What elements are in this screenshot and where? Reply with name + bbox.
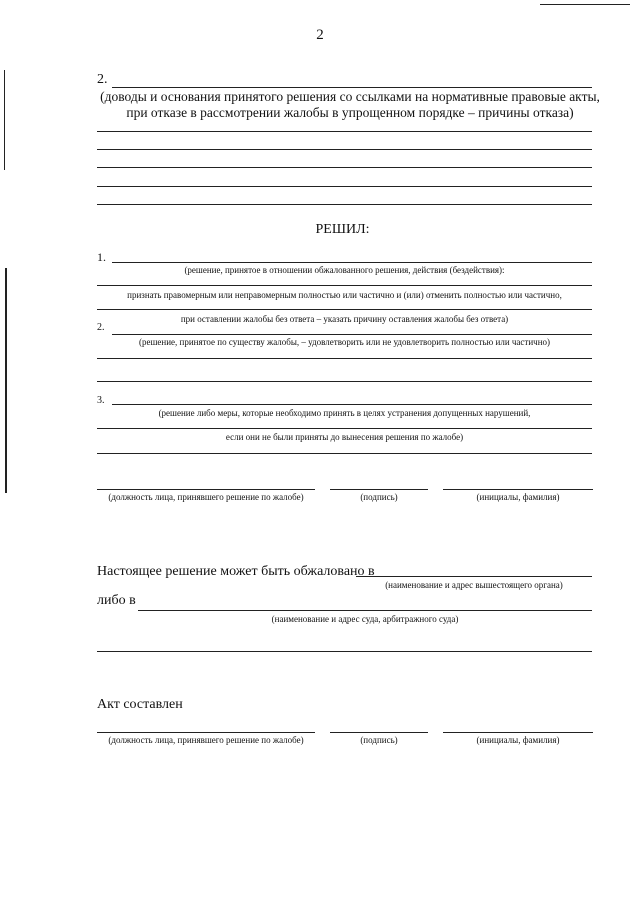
- item1-caption-1: (решение, принятое в отношении обжалованного решения, действия (бездействия):: [184, 265, 505, 275]
- section2-number: 2.: [97, 72, 108, 87]
- section2-line-2: [97, 149, 592, 150]
- sig1-name-line: [443, 489, 593, 490]
- item3-line-2: [97, 453, 592, 454]
- appeal-or-text: либо в: [97, 593, 136, 608]
- scan-mark-bottom: [5, 268, 7, 493]
- appeal-caption-1: (наименование и адрес вышестоящего органа): [385, 580, 563, 590]
- item1-caption-2: признать правомерным или неправомерным полностью или частично и (или) отменить полностью или частично,: [127, 290, 562, 300]
- appeal-line-2: [138, 610, 592, 611]
- section2-line-5: [97, 204, 592, 205]
- item1-number: 1.: [97, 250, 106, 264]
- appeal-text: Настоящее решение может быть обжаловано в: [97, 564, 375, 579]
- sig2-position-line: [97, 732, 315, 733]
- sig1-sign-caption: (подпись): [360, 492, 398, 502]
- scan-mark-top: [4, 70, 5, 170]
- item2-fill-line: [112, 334, 592, 335]
- item3-caption-2: если они не были приняты до вынесения решения по жалобе): [225, 432, 464, 442]
- appeal-caption-2: (наименование и адрес суда, арбитражного суда): [271, 614, 459, 624]
- page-number: 2: [316, 27, 324, 43]
- scan-mark-corner: [540, 4, 630, 5]
- item2-number: 2.: [97, 322, 105, 333]
- appeal-line-3: [97, 651, 592, 652]
- item3-fill-line: [112, 404, 592, 405]
- item1-line-1: [97, 285, 592, 286]
- sig1-position-caption: (должность лица, принявшего решение по жалобе): [108, 492, 304, 502]
- item2-line-2: [97, 381, 592, 382]
- item3-number: 3.: [97, 395, 105, 406]
- section2-line-1: [97, 131, 592, 132]
- sig2-position-caption: (должность лица, принявшего решение по жалобе): [108, 735, 304, 745]
- appeal-line-1: [356, 576, 592, 577]
- sig2-name-caption: (инициалы, фамилия): [476, 735, 560, 745]
- item2-line-1: [97, 358, 592, 359]
- item3-caption-1: (решение либо меры, которые необходимо принять в целях устранения допущенных нарушений,: [158, 408, 531, 418]
- sig1-name-caption: (инициалы, фамилия): [476, 492, 560, 502]
- decision-heading: РЕШИЛ:: [315, 222, 370, 237]
- act-text: Акт составлен: [97, 697, 183, 712]
- sig1-sign-line: [330, 489, 428, 490]
- sig2-sign-line: [330, 732, 428, 733]
- section2-line-3: [97, 167, 592, 168]
- sig1-position-line: [97, 489, 315, 490]
- section2-fill-line: [112, 87, 592, 88]
- sig2-name-line: [443, 732, 593, 733]
- item2-caption-1: (решение, принятое по существу жалобы, – удовлетворить или не удовлетворить полностью или частично): [138, 337, 551, 347]
- section2-caption-1: (доводы и основания принятого решения со ссылками на нормативные правовые акты,: [100, 89, 600, 104]
- section2-caption-2: при отказе в рассмотрении жалобы в упрощенном порядке – причины отказа): [126, 105, 574, 120]
- section2-line-4: [97, 186, 592, 187]
- item3-line-1: [97, 428, 592, 429]
- sig2-sign-caption: (подпись): [360, 735, 398, 745]
- item1-caption-3: при оставлении жалобы без ответа – указать причину оставления жалобы без ответа): [180, 314, 509, 324]
- item1-fill-line: [112, 262, 592, 263]
- item1-line-2: [97, 309, 592, 310]
